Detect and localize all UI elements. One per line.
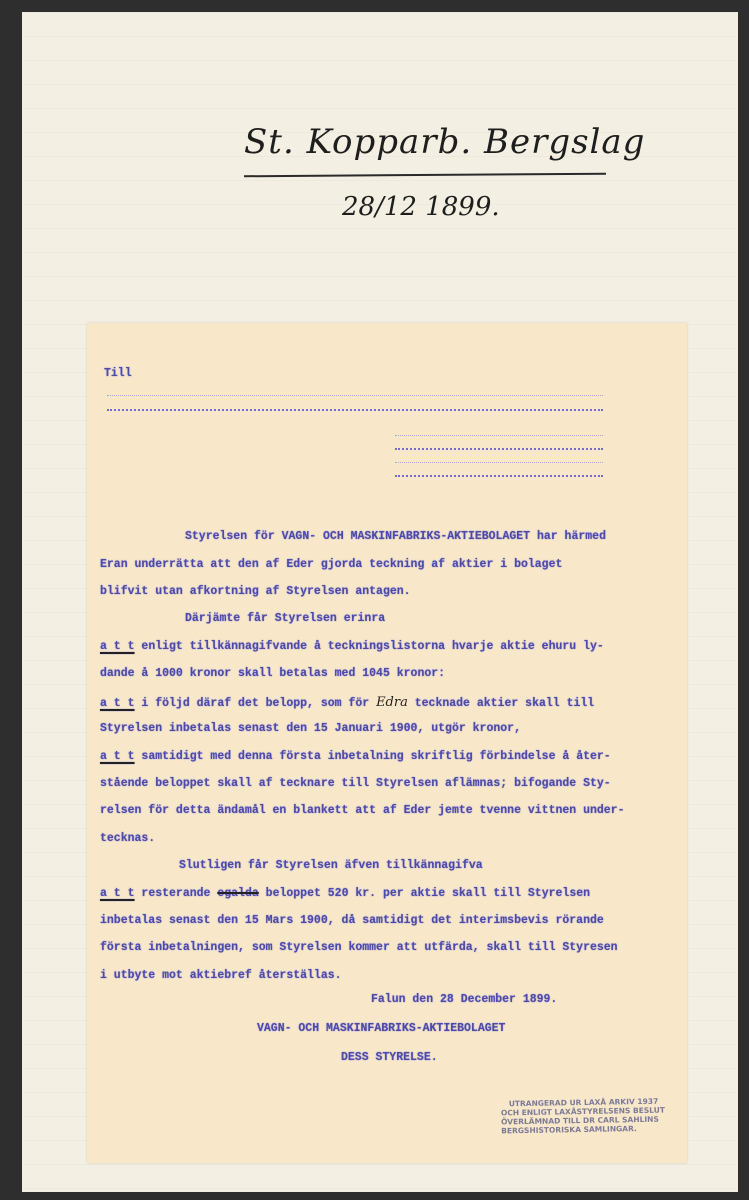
att-paragraph-3 bbox=[100, 750, 611, 763]
address-dotted-line bbox=[107, 409, 603, 411]
stamp-line: ÖVERLÄMNAD TILL DR CARL SAHLINS bbox=[501, 1114, 659, 1127]
struck-word: egalda bbox=[217, 887, 259, 900]
att-label: a t t bbox=[100, 640, 135, 653]
address-dotted-line bbox=[395, 435, 603, 436]
letter-line: inbetalas senast den 15 Mars 1900, då samtidigt det interimsbevis rörande bbox=[100, 914, 604, 927]
letter-line: första inbetalningen, som Styrelsen kommer att utfärda, skall till Styresen bbox=[100, 941, 618, 954]
letter-line: Eran underrätta att den af Eder gjorda teckning af aktier i bolaget bbox=[100, 558, 563, 571]
att-label: a t t bbox=[100, 697, 135, 710]
att-label: a t t bbox=[100, 750, 135, 763]
handwritten-date: 28/12 1899. bbox=[342, 192, 500, 222]
letter-line: blifvit utan afkortning af Styrelsen antagen. bbox=[100, 585, 411, 598]
company-signature: VAGN- OCH MASKINFABRIKS-AKTIEBOLAGET bbox=[257, 1022, 506, 1035]
letter-line: tecknade aktier skall till bbox=[407, 697, 595, 710]
letter-line: enligt tillkännagifvande å teckningslistorna hvarje aktie ehuru ly- bbox=[141, 640, 604, 653]
board-signature: DESS STYRELSE. bbox=[341, 1051, 438, 1064]
handwritten-insert: Edra bbox=[376, 695, 408, 710]
letter-line: Styrelsen inbetalas senast den 15 Januari 1900, utgör kronor, bbox=[100, 722, 521, 735]
letter-line: Slutligen får Styrelsen äfven tillkännagifva bbox=[179, 859, 483, 872]
letter-line: Därjämte får Styrelsen erinra bbox=[185, 612, 386, 625]
att-paragraph-2 bbox=[100, 695, 594, 710]
letter-line: tecknas. bbox=[100, 832, 156, 845]
archive-stamp bbox=[501, 1097, 666, 1136]
att-label: a t t bbox=[100, 887, 135, 900]
letter-line: stående beloppet skall af tecknare till Styrelsen aflämnas; bifogande Sty- bbox=[100, 777, 611, 790]
handwritten-title: St. Kopparb. Bergslag bbox=[244, 122, 646, 162]
address-dotted-line bbox=[107, 395, 603, 396]
letter-line: relsen för detta ändamål en blankett att af Eder jemte tvenne vittnen under- bbox=[100, 804, 625, 817]
place-date: Falun den 28 December 1899. bbox=[371, 993, 558, 1006]
stamp-line: BERGSHISTORISKA SAMLINGAR. bbox=[501, 1124, 637, 1136]
typed-letter bbox=[87, 323, 687, 1163]
att-paragraph-1 bbox=[100, 640, 604, 653]
address-dotted-line bbox=[395, 462, 603, 463]
letter-line: i följd däraf det belopp, som för bbox=[141, 697, 377, 710]
letter-line: dande å 1000 kronor skall betalas med 1045 kronor: bbox=[100, 667, 446, 680]
salutation: Till bbox=[104, 367, 132, 380]
letter-line: i utbyte mot aktiebref återställas. bbox=[100, 969, 342, 982]
letter-line: Styrelsen för VAGN- OCH MASKINFABRIKS-AKTIEBOLAGET har härmed bbox=[185, 530, 606, 543]
letter-line: beloppet 520 kr. per aktie skall till Styrelsen bbox=[258, 887, 591, 900]
letter-line: resterande bbox=[141, 887, 218, 900]
title-underline bbox=[244, 173, 606, 178]
stamp-line: UTRANGERAD UR LAXÅ ARKIV 1937 bbox=[508, 1096, 659, 1109]
letter-line: samtidigt med denna första inbetalning skriftlig förbindelse å åter- bbox=[141, 750, 611, 763]
address-dotted-line bbox=[395, 475, 603, 477]
address-dotted-line bbox=[395, 448, 603, 450]
att-paragraph-4 bbox=[100, 887, 590, 900]
stamp-line: OCH ENLIGT LAXÅSTYRELSENS BESLUT bbox=[500, 1105, 666, 1118]
